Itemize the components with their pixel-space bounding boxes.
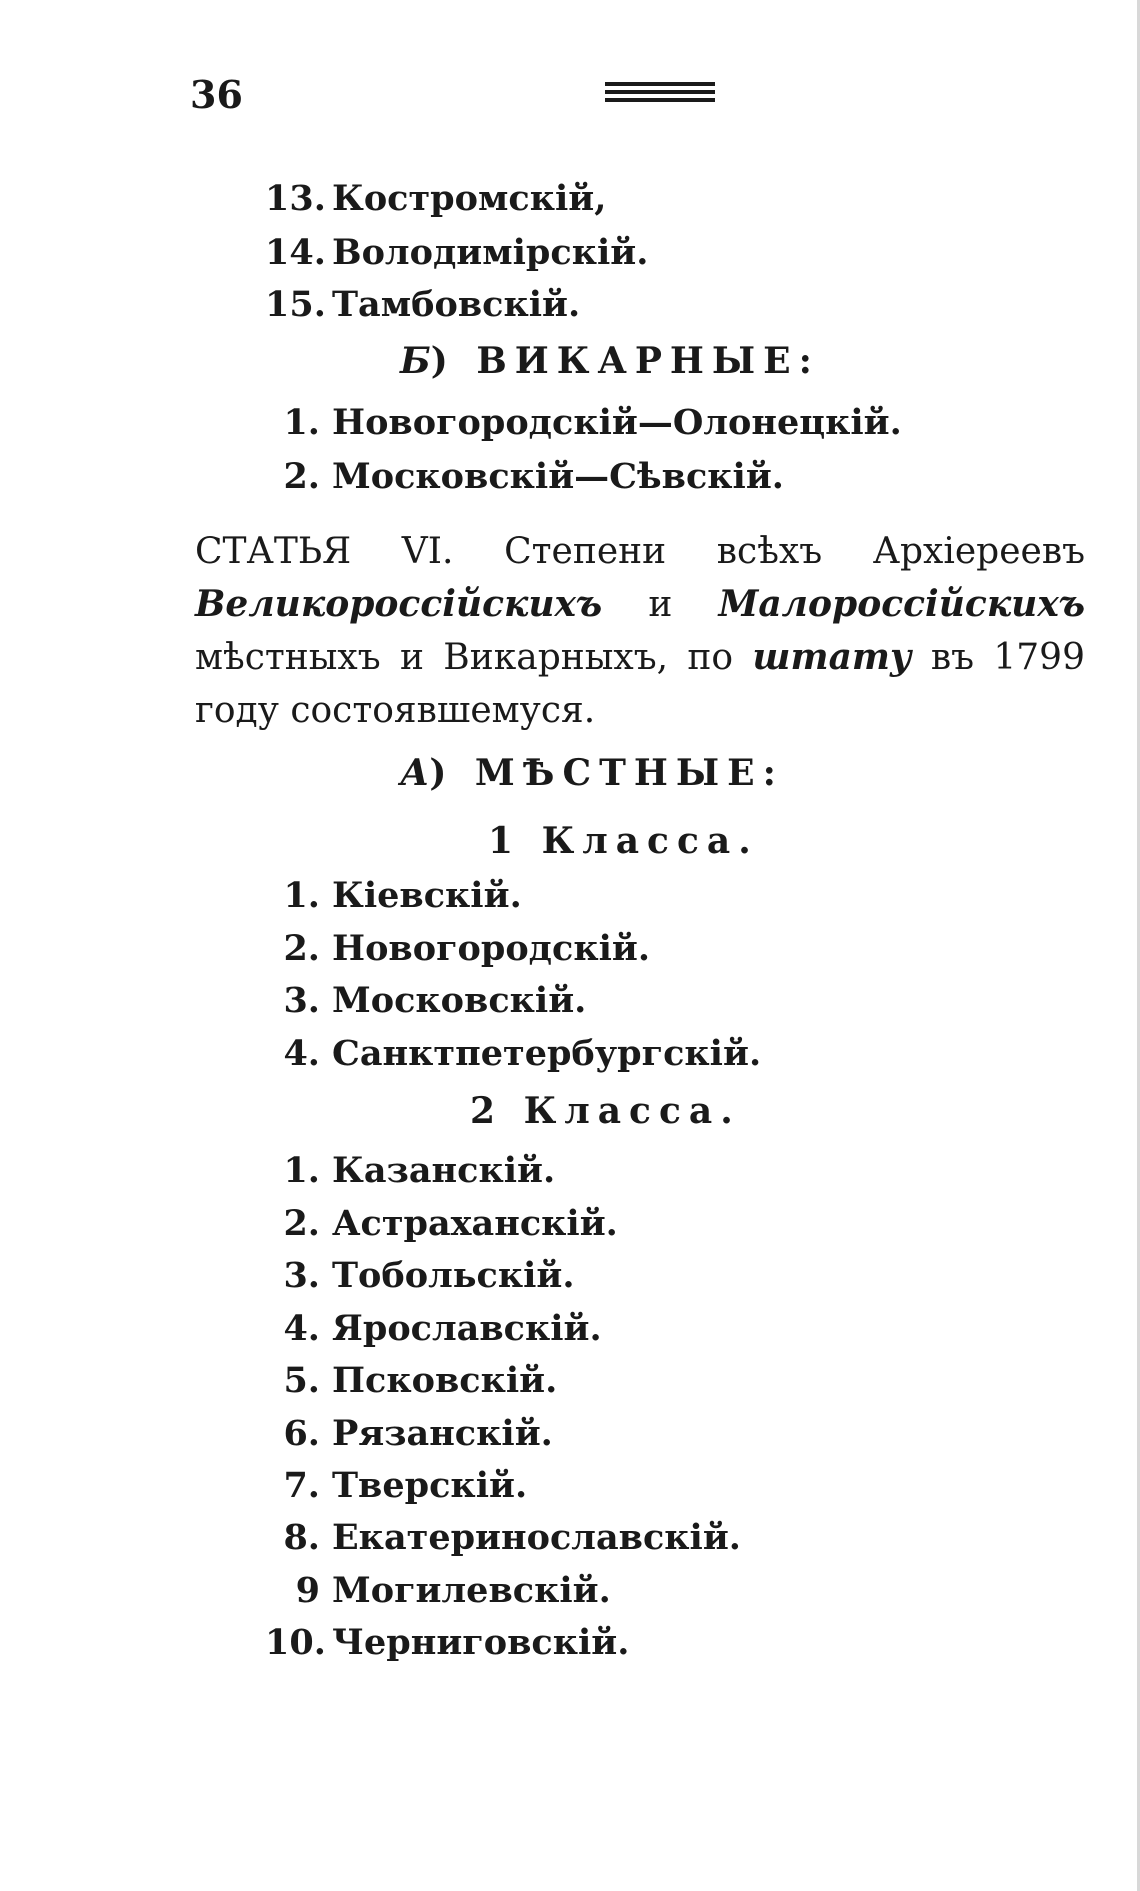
article-label: СТАТЬЯ VI. xyxy=(195,531,454,572)
item-name: Тамбовскій. xyxy=(332,284,581,325)
item-number: 1. xyxy=(283,402,320,443)
list-item xyxy=(280,1255,575,1296)
item-name: Московскій—Сѣвскій. xyxy=(332,456,784,497)
list-item xyxy=(280,875,522,916)
item-name: Псковскій. xyxy=(332,1360,558,1401)
list-item xyxy=(265,178,606,219)
item-number: 4. xyxy=(283,1033,320,1074)
item-name: Костромскій, xyxy=(332,178,607,219)
item-name: Новогородскій—Олонецкій. xyxy=(332,402,902,443)
item-number: 2. xyxy=(283,1203,320,1244)
list-item xyxy=(280,928,650,969)
item-number: 2. xyxy=(283,928,320,969)
header-rule-line xyxy=(605,90,715,94)
item-name: Екатеринославскій. xyxy=(332,1517,741,1558)
item-number: 7. xyxy=(283,1465,320,1506)
article-text: Степени всѣхъ Архіереевъ xyxy=(453,531,1085,572)
item-number: 8. xyxy=(283,1517,320,1558)
heading-letter: А xyxy=(400,752,430,794)
item-number: 3. xyxy=(283,1255,320,1296)
article-text: въ 1799 году состоявшемуся. xyxy=(195,637,1085,731)
item-number: 1. xyxy=(283,875,320,916)
heading-text: ) ВИКАРНЫЕ: xyxy=(430,340,820,382)
article-italic: штату xyxy=(752,636,912,678)
article-text: и xyxy=(602,584,719,625)
item-name: Могилевскій. xyxy=(332,1570,611,1611)
item-name: Тобольскій. xyxy=(332,1255,575,1296)
article-italic: Малороссійскихъ xyxy=(718,583,1085,625)
vicar-heading xyxy=(400,340,820,382)
list-item xyxy=(280,1465,527,1506)
item-number: 5. xyxy=(283,1360,320,1401)
list-item xyxy=(280,456,784,497)
item-number: 2. xyxy=(283,456,320,497)
item-number: 3. xyxy=(283,980,320,1021)
item-number: 1. xyxy=(283,1150,320,1191)
heading-letter: Б xyxy=(400,340,431,382)
article-paragraph xyxy=(195,525,1085,737)
item-name: Новогородскій. xyxy=(332,928,651,969)
list-item xyxy=(280,1033,761,1074)
item-name: Московскій. xyxy=(332,980,587,1021)
page-number: 36 xyxy=(190,72,243,117)
item-number: 13. xyxy=(265,178,326,219)
item-name: Кіевскій. xyxy=(332,875,522,916)
item-name: Тверскій. xyxy=(332,1465,528,1506)
item-number: 14. xyxy=(265,232,326,273)
list-item xyxy=(280,1308,602,1349)
list-item xyxy=(265,1622,629,1663)
list-item xyxy=(280,1517,741,1558)
list-item xyxy=(280,1150,555,1191)
local-heading xyxy=(400,752,784,794)
item-number: 15. xyxy=(265,284,326,325)
item-name: Астраханскій. xyxy=(332,1203,618,1244)
list-item xyxy=(265,284,580,325)
item-name: Ярославскій. xyxy=(332,1308,602,1349)
class-2-title: 2 Класса. xyxy=(470,1090,741,1132)
list-item xyxy=(280,402,902,443)
list-item xyxy=(280,1203,618,1244)
list-item xyxy=(280,980,586,1021)
list-item xyxy=(280,1570,611,1611)
item-number: 9 xyxy=(295,1570,320,1611)
item-name: Казанскій. xyxy=(332,1150,556,1191)
item-name: Черниговскій. xyxy=(332,1622,630,1663)
heading-text: ) МѢСТНЫЕ: xyxy=(429,752,784,794)
list-item xyxy=(265,232,648,273)
class-1-title: 1 Класса. xyxy=(488,820,759,862)
item-number: 10. xyxy=(265,1622,326,1663)
item-name: Санктпетербургскій. xyxy=(332,1033,762,1074)
article-text: мѣстныхъ и Викарныхъ, по xyxy=(195,637,753,678)
article-italic: Великороссійскихъ xyxy=(195,583,603,625)
item-number: 4. xyxy=(283,1308,320,1349)
list-item xyxy=(280,1413,553,1454)
item-name: Рязанскій. xyxy=(332,1413,553,1454)
item-name: Володимірскій. xyxy=(332,232,649,273)
list-item xyxy=(280,1360,557,1401)
header-rule-line xyxy=(605,82,715,86)
header-rule-line xyxy=(605,98,715,102)
item-number: 6. xyxy=(283,1413,320,1454)
header-rule-ornament xyxy=(605,82,715,106)
